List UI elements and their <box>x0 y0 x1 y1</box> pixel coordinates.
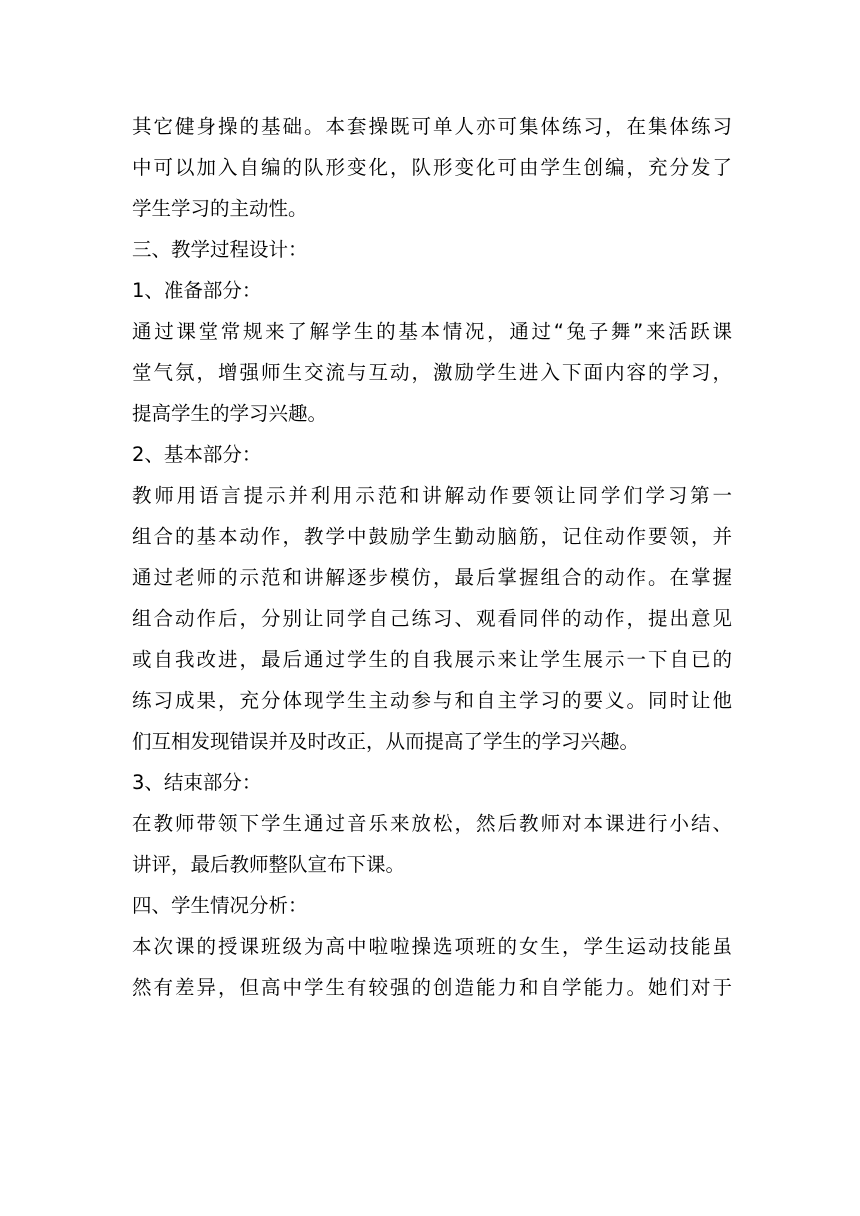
text-line: 组合的基本动作，教学中鼓励学生勤动脑筋，记住动作要领，并 <box>132 525 732 548</box>
section-heading: 四、学生情况分析： <box>132 894 308 917</box>
text-line: 通过课堂常规来了解学生的基本情况，通过“兔子舞”来活跃课 <box>132 320 732 343</box>
text-line: 组合动作后，分别让同学自己练习、观看同伴的动作，提出意见 <box>132 607 732 630</box>
subsection-heading: 3、结束部分： <box>132 771 262 794</box>
document-body <box>132 106 732 1008</box>
text-line: 本次课的授课班级为高中啦啦操选项班的女生，学生运动技能虽 <box>132 935 732 958</box>
text-line: 或自我改进，最后通过学生的自我展示来让学生展示一下自已的 <box>132 648 732 671</box>
text-line: 们互相发现错误并及时改正，从而提高了学生的学习兴趣。 <box>132 730 640 753</box>
section-heading: 三、教学过程设计： <box>132 238 308 261</box>
text-line: 在教师带领下学生通过音乐来放松，然后教师对本课进行小结、 <box>132 812 732 835</box>
text-line: 提高学生的学习兴趣。 <box>132 402 328 425</box>
subsection-heading: 1、准备部分： <box>132 279 262 302</box>
text-line: 然有差异，但高中学生有较强的创造能力和自学能力。她们对于 <box>132 976 732 999</box>
text-line: 中可以加入自编的队形变化，队形变化可由学生创编，充分发了 <box>132 156 732 179</box>
text-line: 其它健身操的基础。本套操既可单人亦可集体练习，在集体练习 <box>132 115 732 138</box>
text-line: 讲评，最后教师整队宣布下课。 <box>132 853 406 876</box>
text-line: 通过老师的示范和讲解逐步模仿，最后掌握组合的动作。在掌握 <box>132 566 732 589</box>
text-line: 堂气氛，增强师生交流与互动，激励学生进入下面内容的学习， <box>132 361 732 384</box>
text-line: 练习成果，充分体现学生主动参与和自主学习的要义。同时让他 <box>132 689 732 712</box>
text-line: 学生学习的主动性。 <box>132 197 308 220</box>
text-line: 教师用语言提示并利用示范和讲解动作要领让同学们学习第一 <box>132 484 732 507</box>
subsection-heading: 2、基本部分： <box>132 443 262 466</box>
